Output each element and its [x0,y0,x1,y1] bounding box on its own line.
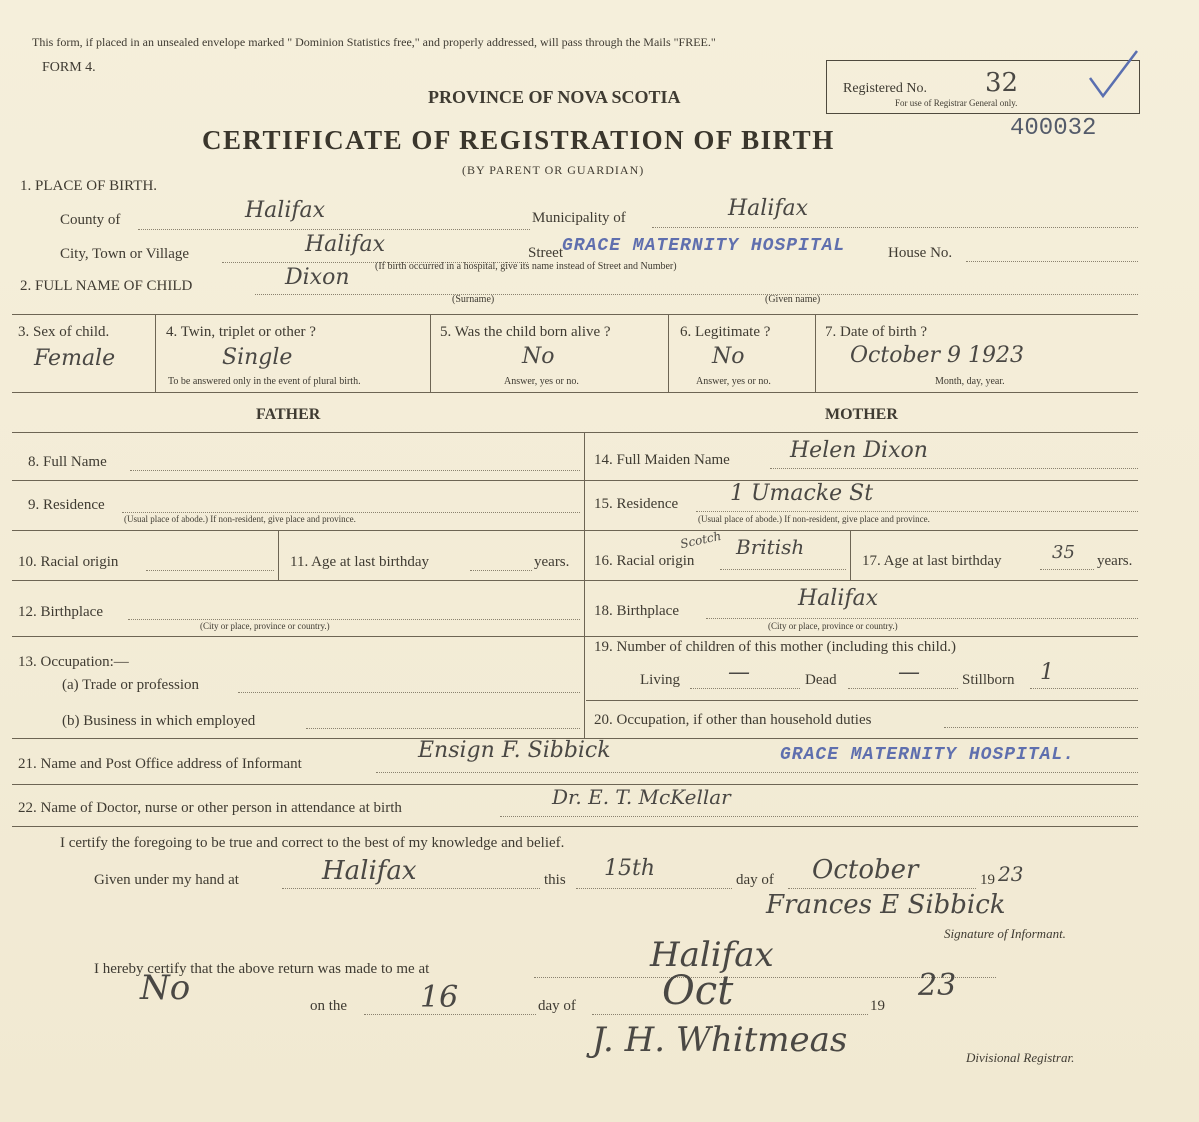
on-the-label: on the [310,998,348,1014]
registrar-year: 23 [918,968,957,1003]
province-heading: PROVINCE OF NOVA SCOTIA [428,87,681,107]
mother-age-line [1040,569,1094,570]
father-birthplace-label: 12. Birthplace [18,604,103,620]
given-under-label: Given under my hand at [94,872,239,888]
doctor-label: 22. Name of Doctor, nurse or other person in attendance at birth [18,800,402,816]
municipality-line [652,227,1138,228]
trade-line [238,692,580,693]
registrar-statement: I hereby certify that the above return was made to me at [94,961,430,977]
dob-note: Month, day, year. [935,376,1005,387]
mother-racial-value: British [736,535,805,559]
row-separator [12,480,1138,481]
legitimate-label: 6. Legitimate ? [680,324,771,340]
row-separator [12,392,1138,393]
alive-label: 5. Was the child born alive ? [440,324,611,340]
stamp-number: 400032 [1010,115,1097,142]
month-line [788,888,976,889]
city-label: City, Town or Village [60,246,190,262]
mother-racial-label: 16. Racial origin [594,553,695,569]
street-label: Street [528,245,563,261]
column-divider [815,314,816,392]
county-line [138,229,530,230]
living-label: Living [640,672,680,688]
registered-label: Registered No. [843,81,927,96]
father-racial-label: 10. Racial origin [18,554,119,570]
legitimate-value: No [712,344,745,369]
dead-line [848,688,958,689]
mother-heading: MOTHER [825,406,898,423]
trade-label: (a) Trade or profession [62,677,200,693]
mother-age-value: 35 [1052,542,1075,563]
father-age-label: 11. Age at last birthday [290,554,429,570]
registrar-day-of-label: day of [538,998,576,1014]
mother-birthplace-label: 18. Birthplace [594,603,679,619]
certificate-subtitle: (BY PARENT OR GUARDIAN) [462,163,645,177]
doctor-name: Dr. E. T. McKellar [552,785,731,809]
registrar-signature: J. H. Whitmeas [592,1020,848,1060]
certify-day: 15th [604,856,656,881]
legitimate-note: Answer, yes or no. [696,376,771,387]
column-divider [850,530,851,580]
twin-value: Single [222,345,293,370]
doctor-line [500,816,1138,817]
this-label: this [544,872,566,888]
day-line [576,888,732,889]
children-count-label: 19. Number of children of this mother (including this child.) [594,639,957,655]
dob-value: October 9 1923 [850,343,1025,368]
stillborn-line [1030,688,1138,689]
registrar-place: Halifax [650,935,774,975]
mother-age-label: 17. Age at last birthday [862,553,1002,569]
mother-occupation-line [944,727,1138,728]
twin-label: 4. Twin, triplet or other ? [166,324,316,340]
day-of-label: day of [736,872,774,888]
mother-racial-line [720,569,846,570]
father-name-line [130,470,580,471]
sex-label: 3. Sex of child. [18,324,110,340]
surname-caption: (Surname) [452,294,495,305]
mother-age-unit: years. [1097,553,1133,569]
twin-note: To be answered only in the event of plural birth. [168,376,361,387]
mother-birthplace-line [706,618,1138,619]
certify-month: October [812,855,919,885]
registrar-month-line [592,1014,868,1015]
mother-racial-annotation: Scotch [678,528,723,552]
alive-note: Answer, yes or no. [504,376,579,387]
municipality-label: Municipality of [532,210,626,226]
mother-birthplace-value: Halifax [798,586,879,611]
mother-name-value: Helen Dixon [790,438,928,463]
house-no-line [966,261,1138,262]
column-divider [668,314,669,392]
hospital-note: (If birth occurred in a hospital, give its name instead of Street and Number) [375,261,677,272]
row-separator [12,636,1138,637]
municipality-value: Halifax [728,196,809,221]
father-age-line [470,570,532,571]
row-separator [12,432,1138,433]
mother-name-line [770,468,1138,469]
row-separator [12,826,1138,827]
street-stamp: GRACE MATERNITY HOSPITAL [562,236,846,256]
child-surname: Dixon [285,265,350,290]
registrar-year-prefix: 19 [870,998,885,1014]
mother-residence-line [696,511,1138,512]
father-racial-line [146,570,274,571]
certify-year: 23 [998,862,1024,886]
mother-residence-value: 1 Umacke St [730,481,874,506]
father-occupation-label: 13. Occupation:— [18,654,129,670]
informant-label: 21. Name and Post Office address of Informant [18,756,302,772]
father-heading: FATHER [256,406,321,423]
year-prefix: 19 [980,872,995,888]
city-value: Halifax [305,232,386,257]
informant-signature: Frances E Sibbick [766,890,1006,920]
certify-statement: I certify the foregoing to be true and correct to the best of my knowledge and belief. [60,835,565,851]
father-name-label: 8. Full Name [28,454,107,470]
county-label: County of [60,212,121,228]
father-residence-note: (Usual place of abode.) If non-resident, give place and province. [124,514,356,524]
column-divider [278,530,279,580]
business-label: (b) Business in which employed [62,713,256,729]
informant-address-stamp: GRACE MATERNITY HOSPITAL. [780,745,1076,765]
informant-signature-caption: Signature of Informant. [944,926,1066,941]
registrar-note: For use of Registrar General only. [895,98,1018,108]
father-residence-line [122,512,580,513]
row-separator [586,700,1138,701]
business-line [306,728,580,729]
mother-residence-note: (Usual place of abode.) If non-resident, give place and province. [698,514,930,524]
sex-value: Female [34,346,116,371]
given-place-line [282,888,540,889]
stillborn-label: Stillborn [962,672,1015,688]
dead-value: — [898,660,920,685]
informant-line [376,772,1138,773]
check-mark-icon [1085,48,1145,103]
row-separator [12,314,1138,315]
living-value: — [728,660,750,685]
dead-label: Dead [805,672,837,688]
registrar-caption: Divisional Registrar. [966,1050,1075,1065]
child-name-line [255,294,1138,295]
given-name-caption: (Given name) [765,294,821,305]
father-residence-label: 9. Residence [28,497,105,513]
row-separator [12,580,1138,581]
stillborn-value: 1 [1040,660,1054,685]
mother-name-label: 14. Full Maiden Name [594,452,730,468]
house-no-label: House No. [888,245,953,261]
mail-notice: This form, if placed in an unsealed envelope marked " Dominion Statistics free," and properly addressed, will pass through the Mails "FREE." [32,35,716,49]
center-divider [584,432,585,738]
alive-value: No [522,344,555,369]
row-separator [12,530,1138,531]
father-age-unit: years. [534,554,570,570]
child-name-label: 2. FULL NAME OF CHILD [20,278,193,294]
registrar-day: 16 [420,980,459,1015]
mother-birthplace-note: (City or place, province or country.) [768,621,898,631]
registrar-prefix-mark: No [140,968,191,1008]
column-divider [155,314,156,392]
living-line [690,688,800,689]
father-birthplace-note: (City or place, province or country.) [200,621,330,631]
father-birthplace-line [128,619,580,620]
certificate-title: CERTIFICATE OF REGISTRATION OF BIRTH [202,125,835,155]
registrar-month: Oct [662,968,734,1014]
mother-occupation-label: 20. Occupation, if other than household duties [594,712,872,728]
dob-label: 7. Date of birth ? [825,324,928,340]
given-place: Halifax [322,856,417,886]
registered-number: 32 [985,68,1019,98]
place-of-birth-heading: 1. PLACE OF BIRTH. [20,178,158,194]
informant-name: Ensign F. Sibbick [418,738,611,763]
column-divider [430,314,431,392]
county-value: Halifax [245,198,326,223]
form-number: FORM 4. [42,60,96,75]
mother-residence-label: 15. Residence [594,496,679,512]
